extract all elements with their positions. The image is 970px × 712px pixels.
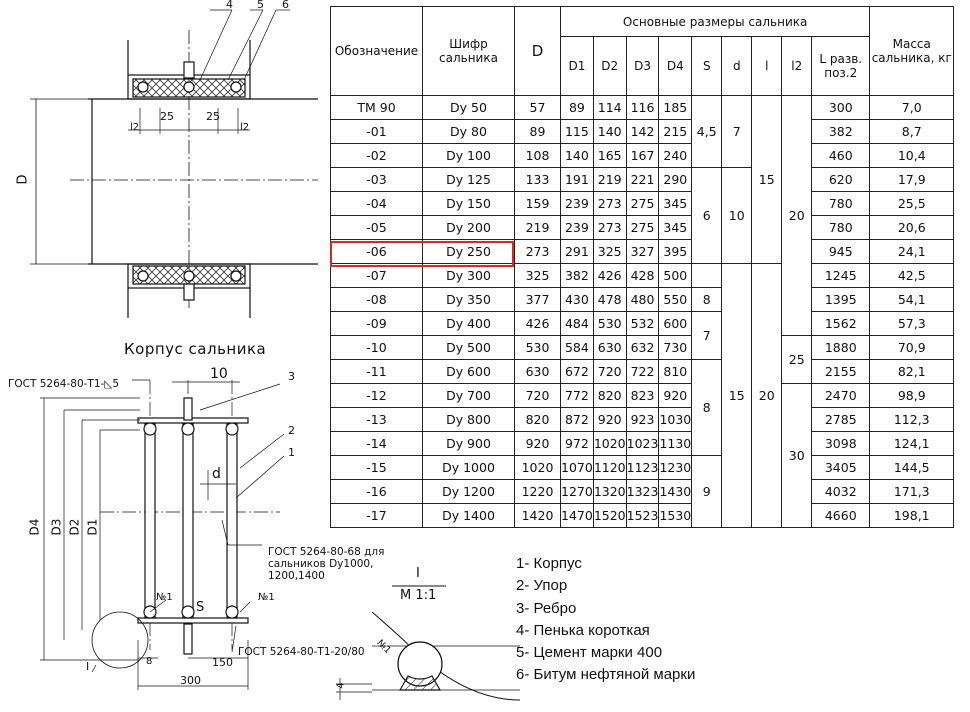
cell-D2: 140 — [593, 120, 626, 144]
cell-D4: 810 — [659, 360, 692, 384]
cell-designation: -09 — [331, 312, 423, 336]
cell-D1: 89 — [561, 96, 594, 120]
header-cipher: Шифр сальника — [423, 7, 515, 96]
table-row — [331, 144, 954, 168]
cell-designation: ТМ 90 — [331, 96, 423, 120]
cell-mass: 82,1 — [870, 360, 954, 384]
cell-designation: -15 — [331, 456, 423, 480]
cell-D2: 325 — [593, 240, 626, 264]
cell-D2: 1320 — [593, 480, 626, 504]
cell-D2: 478 — [593, 288, 626, 312]
cell-cipher: Dy 300 — [423, 264, 515, 288]
gost-mid-note: ГОСТ 5264-80-68 для сальников Dy1000, 1200,1400 — [268, 546, 385, 582]
cell-cipher: Dy 50 — [423, 96, 515, 120]
header-S: S — [692, 37, 722, 96]
cell-D1: 1270 — [561, 480, 594, 504]
detail-scale: М 1:1 — [400, 588, 437, 603]
cell-D1: 239 — [561, 192, 594, 216]
cell-D2: 426 — [593, 264, 626, 288]
cell-D2: 165 — [593, 144, 626, 168]
detail-mark: №1 — [374, 638, 393, 656]
callout-6: 6 — [282, 0, 289, 11]
cell-mass: 8,7 — [870, 120, 954, 144]
cell-D2: 630 — [593, 336, 626, 360]
cell-D3: 142 — [626, 120, 659, 144]
cell-L: 2785 — [812, 408, 870, 432]
table-row — [331, 384, 954, 408]
header-mass: Масса сальника, кг — [870, 7, 954, 96]
cell-D4: 550 — [659, 288, 692, 312]
gost-top — [8, 378, 119, 390]
cell-D1: 872 — [561, 408, 594, 432]
dim-D4: D4 — [27, 518, 42, 536]
cell-L: 382 — [812, 120, 870, 144]
cell-L: 945 — [812, 240, 870, 264]
cell-D3: 221 — [626, 168, 659, 192]
cell-D1: 484 — [561, 312, 594, 336]
cell-S: 8 — [692, 360, 722, 456]
cell-D4: 1430 — [659, 480, 692, 504]
cell-D1: 382 — [561, 264, 594, 288]
cell-D1: 772 — [561, 384, 594, 408]
cell-D1: 1070 — [561, 456, 594, 480]
header-designation: Обозначение — [331, 7, 423, 96]
cell-l2: 30 — [782, 384, 812, 528]
top-view-caption: Корпус сальника — [124, 340, 267, 358]
cell-designation: -14 — [331, 432, 423, 456]
table-row — [331, 192, 954, 216]
cell-S — [692, 264, 722, 288]
dim-D3: D3 — [49, 518, 64, 536]
cell-mass: 10,4 — [870, 144, 954, 168]
cell-cipher: Dy 500 — [423, 336, 515, 360]
table-row — [331, 456, 954, 480]
top-view — [30, 10, 318, 318]
cell-L: 3405 — [812, 456, 870, 480]
cell-designation: -06 — [331, 240, 423, 264]
header-d: d — [722, 37, 752, 96]
cell-L: 460 — [812, 144, 870, 168]
cell-D3: 632 — [626, 336, 659, 360]
cell-S: 7 — [692, 312, 722, 360]
cell-D: 820 — [515, 408, 561, 432]
cell-D3: 116 — [626, 96, 659, 120]
cell-D3: 1023 — [626, 432, 659, 456]
header-D3: D3 — [626, 37, 659, 96]
cell-D: 426 — [515, 312, 561, 336]
cell-D: 108 — [515, 144, 561, 168]
cell-l: 15 — [752, 96, 782, 264]
table-row — [331, 120, 954, 144]
cell-D: 57 — [515, 96, 561, 120]
dim-10: 10 — [210, 366, 228, 382]
cell-L: 4660 — [812, 504, 870, 528]
cell-D3: 167 — [626, 144, 659, 168]
callout-5: 5 — [257, 0, 264, 11]
cell-mass: 124,1 — [870, 432, 954, 456]
cell-D2: 273 — [593, 192, 626, 216]
cell-D3: 327 — [626, 240, 659, 264]
cell-mass: 57,3 — [870, 312, 954, 336]
legend-item: 1- Корпус — [516, 555, 582, 572]
cell-D4: 240 — [659, 144, 692, 168]
gost-top-text: ГОСТ 5264-80-Т1- — [8, 378, 105, 390]
cell-L: 620 — [812, 168, 870, 192]
cell-D: 159 — [515, 192, 561, 216]
dim-D: D — [15, 174, 31, 185]
cell-cipher: Dy 1400 — [423, 504, 515, 528]
gost-top-weld: 5 — [112, 378, 120, 390]
cell-L: 2155 — [812, 360, 870, 384]
dim-25-left: 25 — [160, 110, 174, 123]
table-row — [331, 216, 954, 240]
cell-designation: -03 — [331, 168, 423, 192]
cell-mass: 70,9 — [870, 336, 954, 360]
cell-designation: -16 — [331, 480, 423, 504]
cell-designation: -13 — [331, 408, 423, 432]
cell-cipher: Dy 1000 — [423, 456, 515, 480]
cell-D3: 275 — [626, 192, 659, 216]
cell-mass: 198,1 — [870, 504, 954, 528]
cell-cipher: Dy 600 — [423, 360, 515, 384]
cell-D: 920 — [515, 432, 561, 456]
cell-L: 1245 — [812, 264, 870, 288]
cell-D2: 1120 — [593, 456, 626, 480]
callout-4: 4 — [226, 0, 233, 11]
cell-mass: 7,0 — [870, 96, 954, 120]
cell-D3: 722 — [626, 360, 659, 384]
header-l2: l2 — [782, 37, 812, 96]
seal-dimensions-table — [330, 6, 954, 528]
dim-25-right: 25 — [206, 110, 220, 123]
cell-cipher: Dy 1200 — [423, 480, 515, 504]
cell-D: 530 — [515, 336, 561, 360]
highlight-row-06 — [330, 241, 514, 267]
cell-D: 377 — [515, 288, 561, 312]
cell-D4: 215 — [659, 120, 692, 144]
cell-S: 8 — [692, 288, 722, 312]
cell-L: 2470 — [812, 384, 870, 408]
header-D2: D2 — [593, 37, 626, 96]
header-D1: D1 — [561, 37, 594, 96]
cell-D3: 823 — [626, 384, 659, 408]
cell-S: 9 — [692, 456, 722, 528]
cell-cipher: Dy 800 — [423, 408, 515, 432]
cell-designation: -02 — [331, 144, 423, 168]
cell-D4: 920 — [659, 384, 692, 408]
cell-D3: 1323 — [626, 480, 659, 504]
cell-D1: 140 — [561, 144, 594, 168]
cell-D2: 820 — [593, 384, 626, 408]
cell-D4: 730 — [659, 336, 692, 360]
header-l: l — [752, 37, 782, 96]
cell-S: 6 — [692, 168, 722, 264]
dim-8: 8 — [146, 656, 153, 667]
weld-triangle-icon: ◺ — [104, 378, 113, 390]
cell-designation: -01 — [331, 120, 423, 144]
cell-D1: 291 — [561, 240, 594, 264]
header-L: L разв. поз.2 — [812, 37, 870, 96]
dim-D1: D1 — [85, 518, 100, 536]
table-row — [331, 288, 954, 312]
cell-designation: -08 — [331, 288, 423, 312]
dim-D2: D2 — [67, 518, 82, 536]
cell-D2: 1020 — [593, 432, 626, 456]
table-row — [331, 264, 954, 288]
table-row — [331, 336, 954, 360]
cell-D1: 115 — [561, 120, 594, 144]
cell-D3: 275 — [626, 216, 659, 240]
gost-bottom: ГОСТ 5264-80-Т1-20/80 — [238, 646, 365, 658]
callout-3: 3 — [288, 370, 295, 383]
mark-right: №1 — [258, 592, 275, 603]
cell-designation: -11 — [331, 360, 423, 384]
cell-cipher: Dy 80 — [423, 120, 515, 144]
cell-D4: 395 — [659, 240, 692, 264]
cell-D: 1220 — [515, 480, 561, 504]
cell-designation: -07 — [331, 264, 423, 288]
cell-D4: 1130 — [659, 432, 692, 456]
cell-L: 780 — [812, 216, 870, 240]
cell-D4: 1530 — [659, 504, 692, 528]
cell-D4: 600 — [659, 312, 692, 336]
cell-mass: 144,5 — [870, 456, 954, 480]
cell-mass: 112,3 — [870, 408, 954, 432]
cell-cipher: Dy 700 — [423, 384, 515, 408]
cell-L: 780 — [812, 192, 870, 216]
header-main-dims: Основные размеры сальника — [561, 7, 870, 37]
cell-D3: 428 — [626, 264, 659, 288]
table-row — [331, 312, 954, 336]
cell-D1: 430 — [561, 288, 594, 312]
table-row — [331, 504, 954, 528]
cell-cipher: Dy 125 — [423, 168, 515, 192]
cell-cipher: Dy 350 — [423, 288, 515, 312]
table-row — [331, 408, 954, 432]
table-body — [331, 96, 954, 528]
dim-S: S — [196, 600, 205, 615]
cell-D: 1020 — [515, 456, 561, 480]
cell-l2: 20 — [782, 96, 812, 336]
cell-D2: 219 — [593, 168, 626, 192]
cell-mass: 54,1 — [870, 288, 954, 312]
cell-D4: 290 — [659, 168, 692, 192]
cell-mass: 25,5 — [870, 192, 954, 216]
cell-D1: 239 — [561, 216, 594, 240]
cell-D2: 920 — [593, 408, 626, 432]
cell-L: 4032 — [812, 480, 870, 504]
cell-D: 219 — [515, 216, 561, 240]
cell-D2: 720 — [593, 360, 626, 384]
cell-d: 7 — [722, 96, 752, 168]
cell-cipher: Dy 100 — [423, 144, 515, 168]
cell-L: 1562 — [812, 312, 870, 336]
cell-D: 133 — [515, 168, 561, 192]
dim-300: 300 — [180, 674, 201, 687]
cell-l2: 25 — [782, 336, 812, 384]
cell-D3: 532 — [626, 312, 659, 336]
cell-L: 300 — [812, 96, 870, 120]
cell-D2: 273 — [593, 216, 626, 240]
cell-D: 273 — [515, 240, 561, 264]
cell-d: 15 — [722, 264, 752, 528]
cell-D: 89 — [515, 120, 561, 144]
table-row — [331, 360, 954, 384]
cell-D: 325 — [515, 264, 561, 288]
cell-L: 1880 — [812, 336, 870, 360]
cell-cipher: Dy 400 — [423, 312, 515, 336]
cell-D4: 185 — [659, 96, 692, 120]
cell-designation: -12 — [331, 384, 423, 408]
cell-cipher: Dy 250 — [423, 240, 515, 264]
dim-d: d — [212, 466, 221, 482]
view-marker-I: I — [86, 660, 90, 673]
cell-D2: 114 — [593, 96, 626, 120]
cell-D4: 345 — [659, 216, 692, 240]
cell-mass: 171,3 — [870, 480, 954, 504]
detail-label: I — [416, 566, 420, 581]
cell-mass: 98,9 — [870, 384, 954, 408]
cell-D3: 923 — [626, 408, 659, 432]
cell-mass: 24,1 — [870, 240, 954, 264]
cell-D1: 672 — [561, 360, 594, 384]
detail-dim-4: 4 — [335, 682, 347, 689]
cell-L: 1395 — [812, 288, 870, 312]
cell-D1: 191 — [561, 168, 594, 192]
cell-D2: 1520 — [593, 504, 626, 528]
cell-mass: 42,5 — [870, 264, 954, 288]
cell-designation: -17 — [331, 504, 423, 528]
cell-designation: -04 — [331, 192, 423, 216]
table-row — [331, 168, 954, 192]
cell-D4: 500 — [659, 264, 692, 288]
cell-D: 1420 — [515, 504, 561, 528]
cell-D4: 1030 — [659, 408, 692, 432]
legend-item: 3- Ребро — [516, 599, 577, 617]
table-row — [331, 480, 954, 504]
cell-mass: 20,6 — [870, 216, 954, 240]
dim-l2-right: l2 — [240, 122, 250, 133]
cell-D4: 345 — [659, 192, 692, 216]
callout-2: 2 — [288, 424, 295, 437]
cell-L: 3098 — [812, 432, 870, 456]
cell-designation: -05 — [331, 216, 423, 240]
cell-D2: 530 — [593, 312, 626, 336]
cell-cipher: Dy 900 — [423, 432, 515, 456]
table-row — [331, 432, 954, 456]
cell-D1: 584 — [561, 336, 594, 360]
callout-1: 1 — [288, 446, 295, 459]
cell-D4: 1230 — [659, 456, 692, 480]
cell-D: 720 — [515, 384, 561, 408]
cell-D1: 972 — [561, 432, 594, 456]
cell-D: 630 — [515, 360, 561, 384]
legend-item: 5- Цемент марки 400 — [516, 644, 663, 662]
cell-d: 10 — [722, 168, 752, 264]
cell-l: 20 — [752, 264, 782, 528]
legend-item: 2- Упор — [516, 577, 568, 595]
cell-D3: 1523 — [626, 504, 659, 528]
detail-view — [336, 586, 520, 700]
dim-150: 150 — [212, 656, 233, 669]
cell-cipher: Dy 150 — [423, 192, 515, 216]
header-D4: D4 — [659, 37, 692, 96]
legend-item: 6- Битум нефтяной марки — [516, 666, 696, 684]
parts-legend — [516, 553, 695, 687]
cell-cipher: Dy 200 — [423, 216, 515, 240]
cell-mass: 17,9 — [870, 168, 954, 192]
legend-item: 4- Пенька короткая — [516, 621, 650, 639]
cell-D1: 1470 — [561, 504, 594, 528]
cell-S: 4,5 — [692, 96, 722, 168]
cell-D3: 1123 — [626, 456, 659, 480]
header-D: D — [515, 7, 561, 96]
table-row — [331, 96, 954, 120]
cell-D3: 480 — [626, 288, 659, 312]
mark-left: №1 — [156, 592, 173, 603]
dim-l2-left: l2 — [130, 122, 140, 133]
cell-designation: -10 — [331, 336, 423, 360]
